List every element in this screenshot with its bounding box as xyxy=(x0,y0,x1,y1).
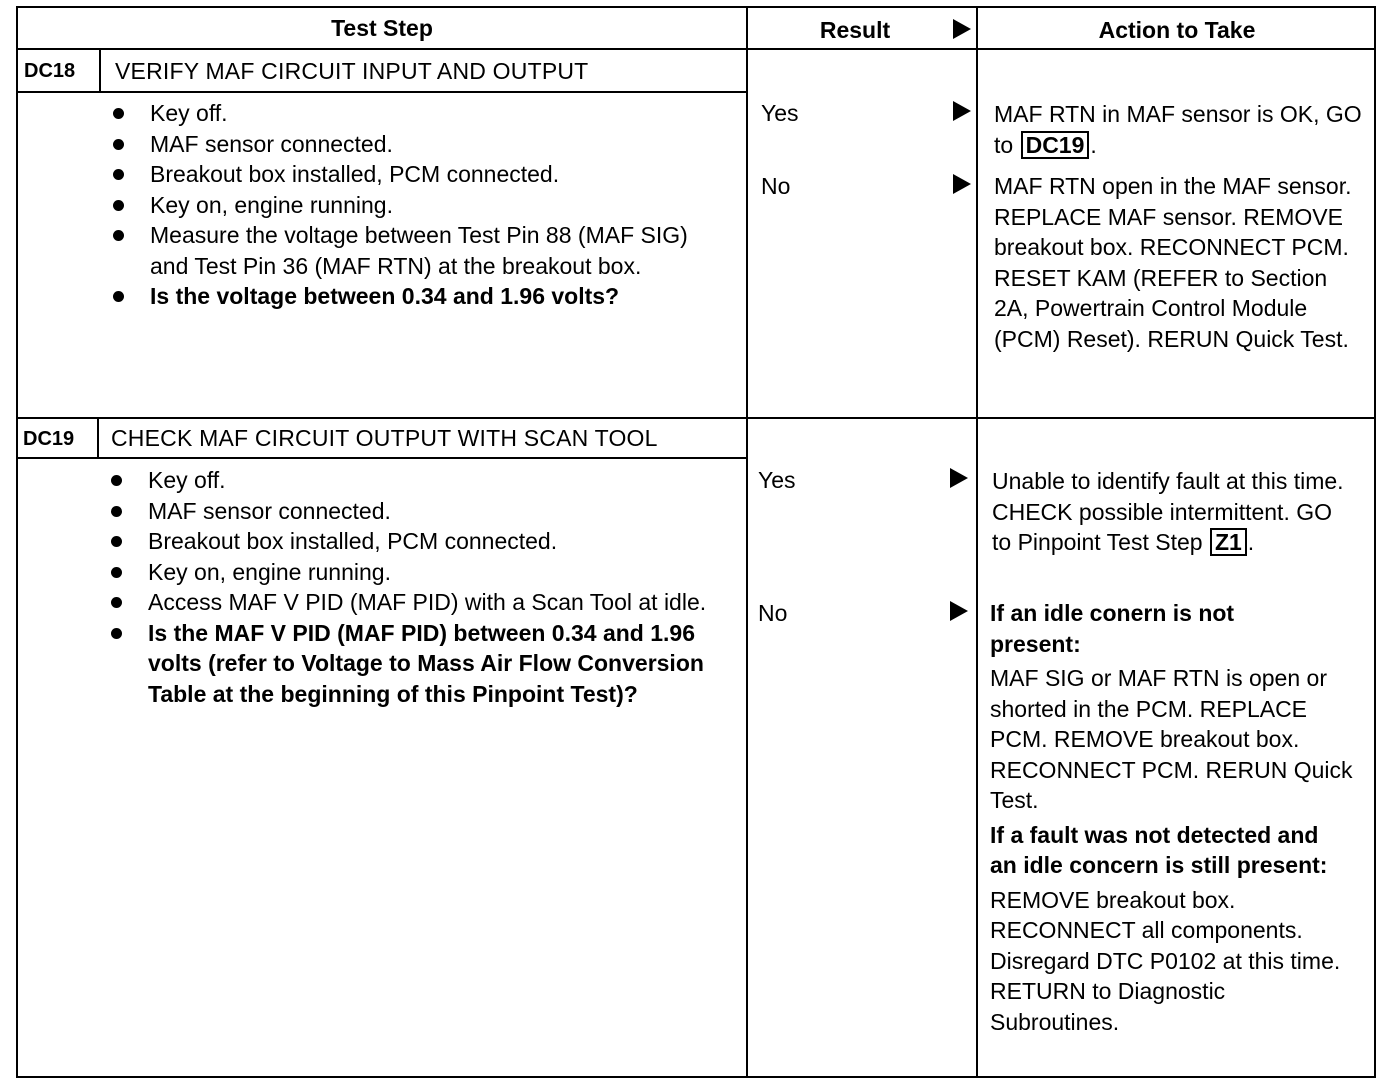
result-no: No xyxy=(761,173,791,199)
action-text-end: . xyxy=(1247,529,1255,555)
condition-body: MAF SIG or MAF RTN is open or shorted in the PCM. REPLACE PCM. REMOVE breakout box. RECONNECT PCM. RERUN Quick Test. xyxy=(990,665,1353,813)
column-divider-action xyxy=(976,6,978,1078)
step-id-divider xyxy=(99,50,101,92)
step-bullet-list xyxy=(108,465,708,709)
arrow-right-icon xyxy=(950,468,968,488)
arrow-right-icon xyxy=(953,174,971,194)
condition-heading: If an idle conern is not present: xyxy=(990,600,1235,657)
list-item: Access MAF V PID (MAF PID) with a Scan Tool at idle. xyxy=(108,587,718,618)
column-divider-result xyxy=(746,6,748,1078)
list-item: MAF sensor connected. xyxy=(110,129,730,160)
action-no: MAF RTN open in the MAF sensor. REPLACE MAF sensor. REMOVE breakout box. RECONNECT PCM. RESET KAM (REFER to Section 2A, Powertrain Control Module (PCM) Reset). RERUN Quick Test. xyxy=(994,173,1352,352)
list-item: Measure the voltage between Test Pin 88 (MAF SIG) and Test Pin 36 (MAF RTN) at the breakout box. xyxy=(110,220,710,281)
step-question: Is the voltage between 0.34 and 1.96 volts? xyxy=(110,281,730,312)
result-yes: Yes xyxy=(761,100,799,126)
arrow-right-icon xyxy=(953,101,971,121)
list-item: Breakout box installed, PCM connected. xyxy=(110,159,730,190)
result-yes: Yes xyxy=(758,467,796,493)
action-text-end: . xyxy=(1090,131,1097,158)
condition-body: REMOVE breakout box. RECONNECT all components. Disregard DTC P0102 at this time. RETURN to Diagnostic Subroutines. xyxy=(990,886,1341,1035)
header-rule xyxy=(16,48,1376,50)
result-no: No xyxy=(758,600,788,626)
step-title: VERIFY MAF CIRCUIT INPUT AND OUTPUT xyxy=(115,58,589,84)
step-question: Is the MAF V PID (MAF PID) between 0.34 and 1.96 volts (refer to Voltage to Mass Air Flow Conversion Table at the beginning of this Pinpoint Test)? xyxy=(108,618,708,710)
arrow-right-icon xyxy=(953,19,971,39)
header-result: Result xyxy=(819,17,891,43)
header-test-step: Test Step xyxy=(331,15,433,41)
step-title-rule xyxy=(16,457,748,459)
step-title-rule xyxy=(16,91,748,93)
step-id: DC18 xyxy=(24,60,76,82)
list-item: Key on, engine running. xyxy=(108,557,708,588)
step-separator xyxy=(16,417,1376,419)
list-item: Key off. xyxy=(110,98,730,129)
action-text: Unable to identify fault at this time. CHECK possible intermittent. GO to Pinpoint Test Step xyxy=(992,468,1344,555)
step-ref-link[interactable]: Z1 xyxy=(1210,528,1247,556)
step-ref-link[interactable]: DC19 xyxy=(1021,131,1090,159)
step-id: DC19 xyxy=(23,428,75,450)
header-action: Action to Take xyxy=(1098,17,1256,43)
step-title: CHECK MAF CIRCUIT OUTPUT WITH SCAN TOOL xyxy=(111,425,658,451)
step-bullet-list xyxy=(110,98,730,312)
list-item: Key on, engine running. xyxy=(110,190,730,221)
condition-heading: If a fault was not detected and an idle concern is still present: xyxy=(990,821,1328,878)
arrow-right-icon xyxy=(950,601,968,621)
list-item: Key off. xyxy=(108,465,708,496)
list-item: MAF sensor connected. xyxy=(108,496,708,527)
action-no xyxy=(990,598,1370,1041)
action-text: MAF RTN in MAF sensor is OK, GO to xyxy=(994,101,1362,158)
list-item: Breakout box installed, PCM connected. xyxy=(108,526,708,557)
step-id-divider xyxy=(97,418,99,458)
action-yes xyxy=(994,99,1374,160)
action-yes xyxy=(992,466,1352,558)
